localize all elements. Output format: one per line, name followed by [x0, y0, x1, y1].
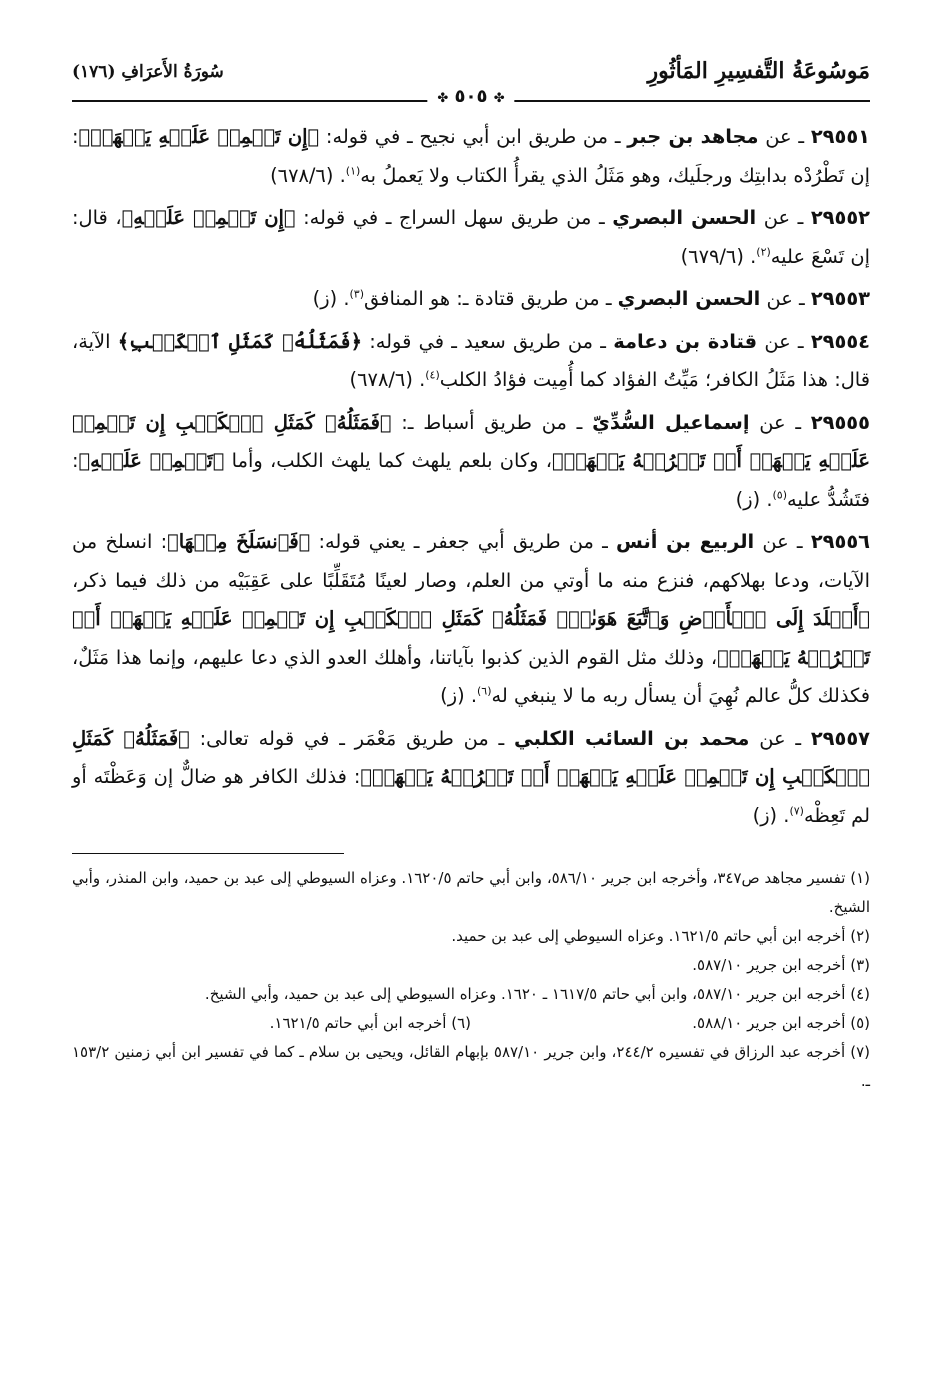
narration-text: ـ عن: [754, 530, 811, 553]
footnote: (٦) أخرجه ابن أبي حاتم ١٦٢١/٥.: [269, 1014, 471, 1032]
narration-entry: [72, 720, 870, 836]
footnote-marker: (٤): [425, 368, 440, 382]
narrator-name: الحسن البصري: [617, 287, 761, 310]
narrations-list: [72, 118, 870, 835]
source-reference: (ز): [440, 684, 465, 707]
narration-text: : إن تَطْرُدْه بدابتِك ورجلَيك، وهو مَثَلُ الذي يقرأُ الكتاب ولا يَعملُ به: [72, 125, 870, 187]
narration-text: ـ عن: [758, 125, 811, 148]
narration-text: : فذلك الكافر هو ضالٌّ إن وَعَظْتَه أو لم تَعِظْه: [72, 765, 870, 827]
narration-text: .: [760, 487, 773, 511]
narrator-name: مجاهد بن جبر: [627, 125, 759, 148]
narration-entry: [72, 323, 870, 400]
narration-number: ٢٩٥٥١: [810, 125, 870, 148]
narration-text: .: [412, 368, 426, 391]
source-reference: (ز): [752, 803, 778, 827]
page-header: [72, 56, 870, 108]
footnote-marker: (٥): [772, 488, 787, 502]
narration-text: ، وذلك مثل القوم الذين كذبوا بآياتنا، وأهلك العدو الذي دعا عليهم، وإنما هذا مَثَلٌ، فكذلك كلُّ عالم نُهِيَ أن يسأل ربه ما لا ينبغي له: [72, 645, 870, 707]
footnote-marker: (٣): [349, 287, 364, 301]
narration-entry: [72, 118, 870, 195]
source-reference: (٦٧٩/٦): [680, 244, 744, 268]
footnote: (٤) أخرجه ابن جرير ٥٨٧/١٠، وابن أبي حاتم ١٦١٧/٥ ـ ١٦٢٠. وعزاه السيوطي إلى عبد بن حميد، وأبي الشيخ.: [204, 985, 870, 1003]
narration-number: ٢٩٥٥٧: [810, 726, 870, 750]
narration-entry: [72, 199, 870, 276]
footnote-marker: (٢): [756, 245, 771, 259]
footnote-pair: [72, 1009, 870, 1038]
footnote: (١) تفسير مجاهد ص٣٤٧، وأخرجه ابن جرير ٥٨٦/١٠، وابن أبي حاتم ١٦٢٠/٥. وعزاه السيوطي إلى عبد بن حميد، وابن المنذر، وأبي الشيخ.: [72, 869, 871, 916]
quran-quote: ﴿فَمَثَلُهُۥ كَمَثَلِ ٱلۡكَلۡبِ﴾: [117, 329, 362, 353]
quran-quote: ﴿فَٱنسَلَخَ مِنۡهَا﴾: [167, 530, 311, 553]
ornament-icon: ✤: [437, 91, 449, 106]
narrator-name: الربيع بن أنس: [616, 530, 755, 553]
footnote: (٢) أخرجه ابن أبي حاتم ١٦٢١/٥. وعزاه السيوطي إلى عبد بن حميد.: [451, 927, 870, 945]
footnote-marker: (٦): [476, 684, 492, 698]
footnotes: [72, 864, 870, 1096]
quran-quote: ﴿إِن تَحۡمِلۡ عَلَيۡهِ﴾: [121, 206, 296, 229]
narration-number: ٢٩٥٥٤: [810, 329, 871, 353]
quran-quote: ﴿أَخۡلَدَ إِلَى ٱلۡأَرۡضِ وَٱتَّبَعَ هَوَىٰهُۚ فَمَثَلُهُۥ كَمَثَلِ ٱلۡكَلۡبِ إِن تَحۡمِلۡ عَلَيۡهِ يَلۡهَثۡ أَوۡ تَتۡرُكۡهُ يَلۡهَثۚ﴾: [72, 607, 870, 669]
narration-text: : فتَشُدُّ عليه: [72, 449, 870, 511]
narrator-name: قتادة بن دعامة: [613, 329, 758, 353]
narration-text: ـ من طريق ابن أبي نجيح ـ في قوله:: [319, 125, 628, 148]
narration-number: ٢٩٥٥٥: [810, 410, 870, 434]
quran-quote: ﴿إِن تَحۡمِلۡ عَلَيۡهِ يَلۡهَثۡ﴾: [78, 125, 320, 148]
narration-text: .: [337, 287, 350, 310]
narration-text: ـ من طريق سعيد ـ في قوله:: [361, 329, 614, 353]
footnote-separator: [72, 853, 344, 854]
narration-text: الآية، قال: هذا مَثَلُ الكافر؛ مَيِّتُ الفؤاد كما أُمِيت فؤادُ الكلب: [72, 329, 870, 391]
source-reference: (٦٧٨/٦): [270, 163, 334, 187]
page-number-box: [427, 86, 514, 107]
narration-entry: [72, 523, 870, 716]
narration-entry: [72, 404, 870, 520]
narration-number: ٢٩٥٥٣: [810, 287, 870, 310]
narration-text: ، قال: إن تَسْعَ عليه: [72, 206, 870, 268]
narration-text: ـ من طريق أبي جعفر ـ يعني قوله:: [310, 530, 617, 553]
narration-text: ـ عن: [757, 329, 811, 353]
source-reference: (ز): [312, 287, 338, 310]
narrator-name: إسماعيل السُّدِّيّ: [592, 410, 750, 434]
quran-quote: ﴿فَمَثَلُهُۥ كَمَثَلِ ٱلۡكَلۡبِ إِن تَحۡمِلۡ عَلَيۡهِ يَلۡهَثۡ أَوۡ تَتۡرُكۡهُ يَلۡهَثۚ﴾: [72, 410, 870, 472]
narration-text: ـ من طريق مَعْمَر ـ في قوله تعالى:: [189, 726, 514, 750]
narration-text: .: [333, 163, 346, 187]
narration-text: ـ عن: [760, 287, 811, 310]
footnote: (٣) أخرجه ابن جرير ٥٨٧/١٠.: [692, 956, 870, 974]
footnote-marker: (٧): [789, 804, 804, 818]
narration-text: .: [464, 684, 477, 707]
footnote: (٧) أخرجه عبد الرزاق في تفسيره ٢٤٤/٢، وابن جرير ٥٨٧/١٠ بإبهام القائل، ويحيى بن سلام ـ كما في تفسير ابن أبي زمنين ١٥٣/٢ ـ.: [72, 1043, 871, 1090]
narration-text: ـ من طريق أسباط ـ:: [391, 410, 593, 434]
narration-number: ٢٩٥٥٢: [810, 206, 870, 229]
narration-text: ـ عن: [749, 726, 811, 750]
footnote-marker: (١): [345, 164, 361, 178]
quran-quote: ﴿فَمَثَلُهُۥ كَمَثَلِ ٱلۡكَلۡبِ إِن تَحۡمِلۡ عَلَيۡهِ يَلۡهَثۡ أَوۡ تَتۡرُكۡهُ يَلۡهَثۚ﴾: [72, 726, 870, 788]
source-reference: (٦٧٨/٦): [349, 368, 413, 391]
narration-text: .: [777, 803, 790, 827]
book-page: [72, 56, 870, 1350]
narration-text: ـ من طريق سهل السراج ـ في قوله:: [295, 206, 613, 229]
quran-quote: ﴿تَحۡمِلۡ عَلَيۡهِ﴾: [78, 449, 225, 472]
narrator-name: الحسن البصري: [612, 206, 757, 229]
narration-text: ـ عن: [756, 206, 811, 229]
ornament-icon: ✤: [493, 91, 505, 106]
narrator-name: محمد بن السائب الكلبي: [514, 726, 750, 750]
page-number: ٥٠٥: [454, 86, 488, 107]
narration-text: ، وكان بلعم يلهث كما يلهث الكلب، وأما: [224, 449, 553, 472]
narration-text: .: [743, 244, 757, 268]
narration-number: ٢٩٥٥٦: [810, 530, 870, 553]
narration-entry: [72, 280, 870, 319]
source-reference: (ز): [735, 487, 761, 511]
narration-text: ـ من طريق قتادة ـ: هو المنافق: [364, 287, 618, 310]
narration-text: ـ عن: [749, 410, 811, 434]
footnote: (٥) أخرجه ابن جرير ٥٨٨/١٠.: [692, 1014, 870, 1032]
book-title: مَوسُوعَةُ التَّفسِيرِ المَأثُورِ: [647, 58, 870, 84]
surah-label: سُورَةُ الأَعرَافِ (١٧٦): [72, 62, 224, 82]
narration-text: : انسلخ من الآيات، ودعا بهلاكهم، فنزع منه ما أوتي من العلم، وصار لعينًا مُتَقَلِّبًا على عَقِبَيْه من ذلك فيما ذكر،: [72, 530, 870, 592]
